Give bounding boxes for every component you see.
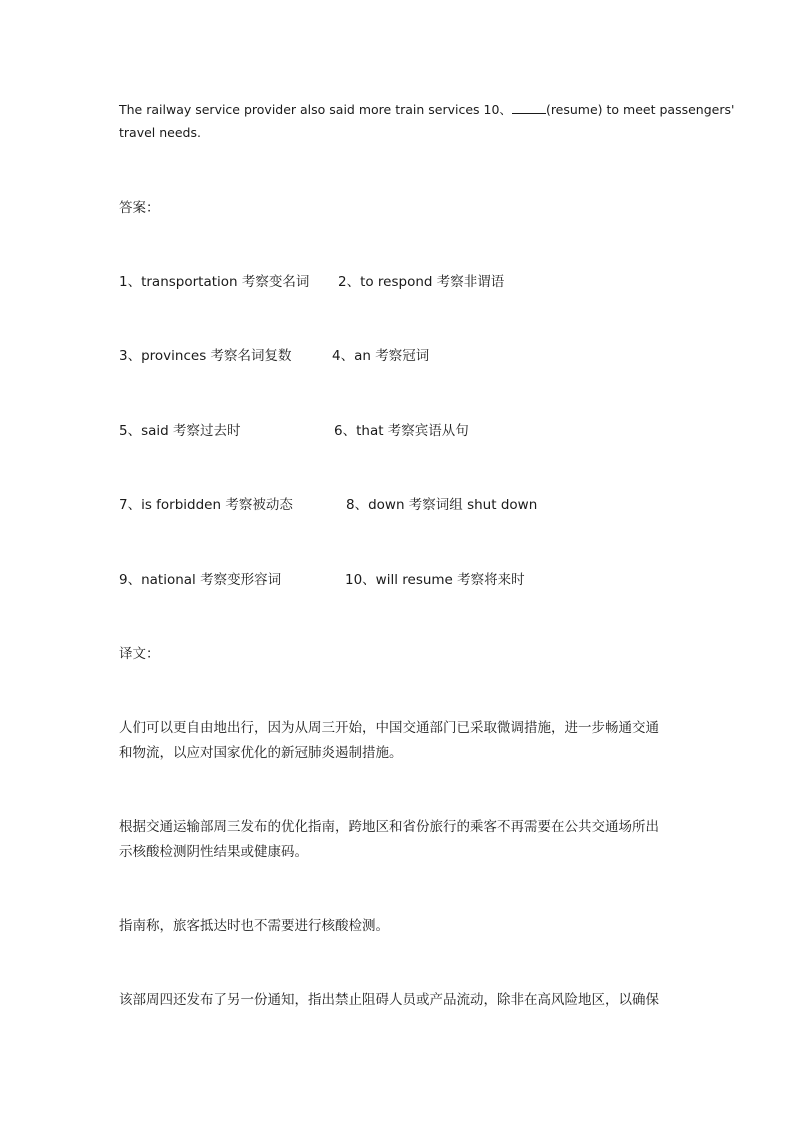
answer-1: 1、transportation 考察变名词 [119,274,310,290]
question-line-1 [119,101,734,118]
answer-8: 8、down 考察词组 shut down [346,497,538,513]
answer-row-2 [119,348,430,364]
answer-blank [512,101,546,114]
answer-10: 10、will resume 考察将来时 [345,572,525,588]
answers-heading: 答案： [119,200,160,216]
translation-p3-line-1: 指南称，旅客抵达时也不需要进行核酸检测。 [119,918,389,934]
answer-2: 2、to respond 考察非谓语 [338,274,505,290]
question-text-after-blank: (resume) to meet passengers' [545,102,735,117]
answer-4: 4、an 考察冠词 [332,348,430,364]
answer-row-3 [119,423,469,439]
translation-p2-line-1: 根据交通运输部周三发布的优化指南，跨地区和省份旅行的乘客不再需要在公共交通场所出 [119,819,659,835]
answer-3: 3、provinces 考察名词复数 [119,348,292,364]
translation-p4-line-1: 该部周四还发布了另一份通知，指出禁止阻碍人员或产品流动，除非在高风险地区，以确保 [119,992,659,1008]
answer-6: 6、that 考察宾语从句 [334,423,469,439]
translation-p1-line-2: 和物流，以应对国家优化的新冠肺炎遏制措施。 [119,745,403,761]
answer-row-1 [119,274,505,290]
answer-row-4 [119,497,538,513]
answer-7: 7、is forbidden 考察被动态 [119,497,293,513]
question-line-2: travel needs. [119,125,201,140]
answer-9: 9、national 考察变形容词 [119,572,282,588]
translation-heading: 译文： [119,646,160,662]
translation-p2-line-2: 示核酸检测阴性结果或健康码。 [119,844,308,860]
answer-row-5 [119,572,525,588]
translation-p1-line-1: 人们可以更自由地出行，因为从周三开始，中国交通部门已采取微调措施，进一步畅通交通 [119,720,659,736]
answer-5: 5、said 考察过去时 [119,423,241,439]
question-text-before-blank: The railway service provider also said more train services 10、 [119,102,512,117]
